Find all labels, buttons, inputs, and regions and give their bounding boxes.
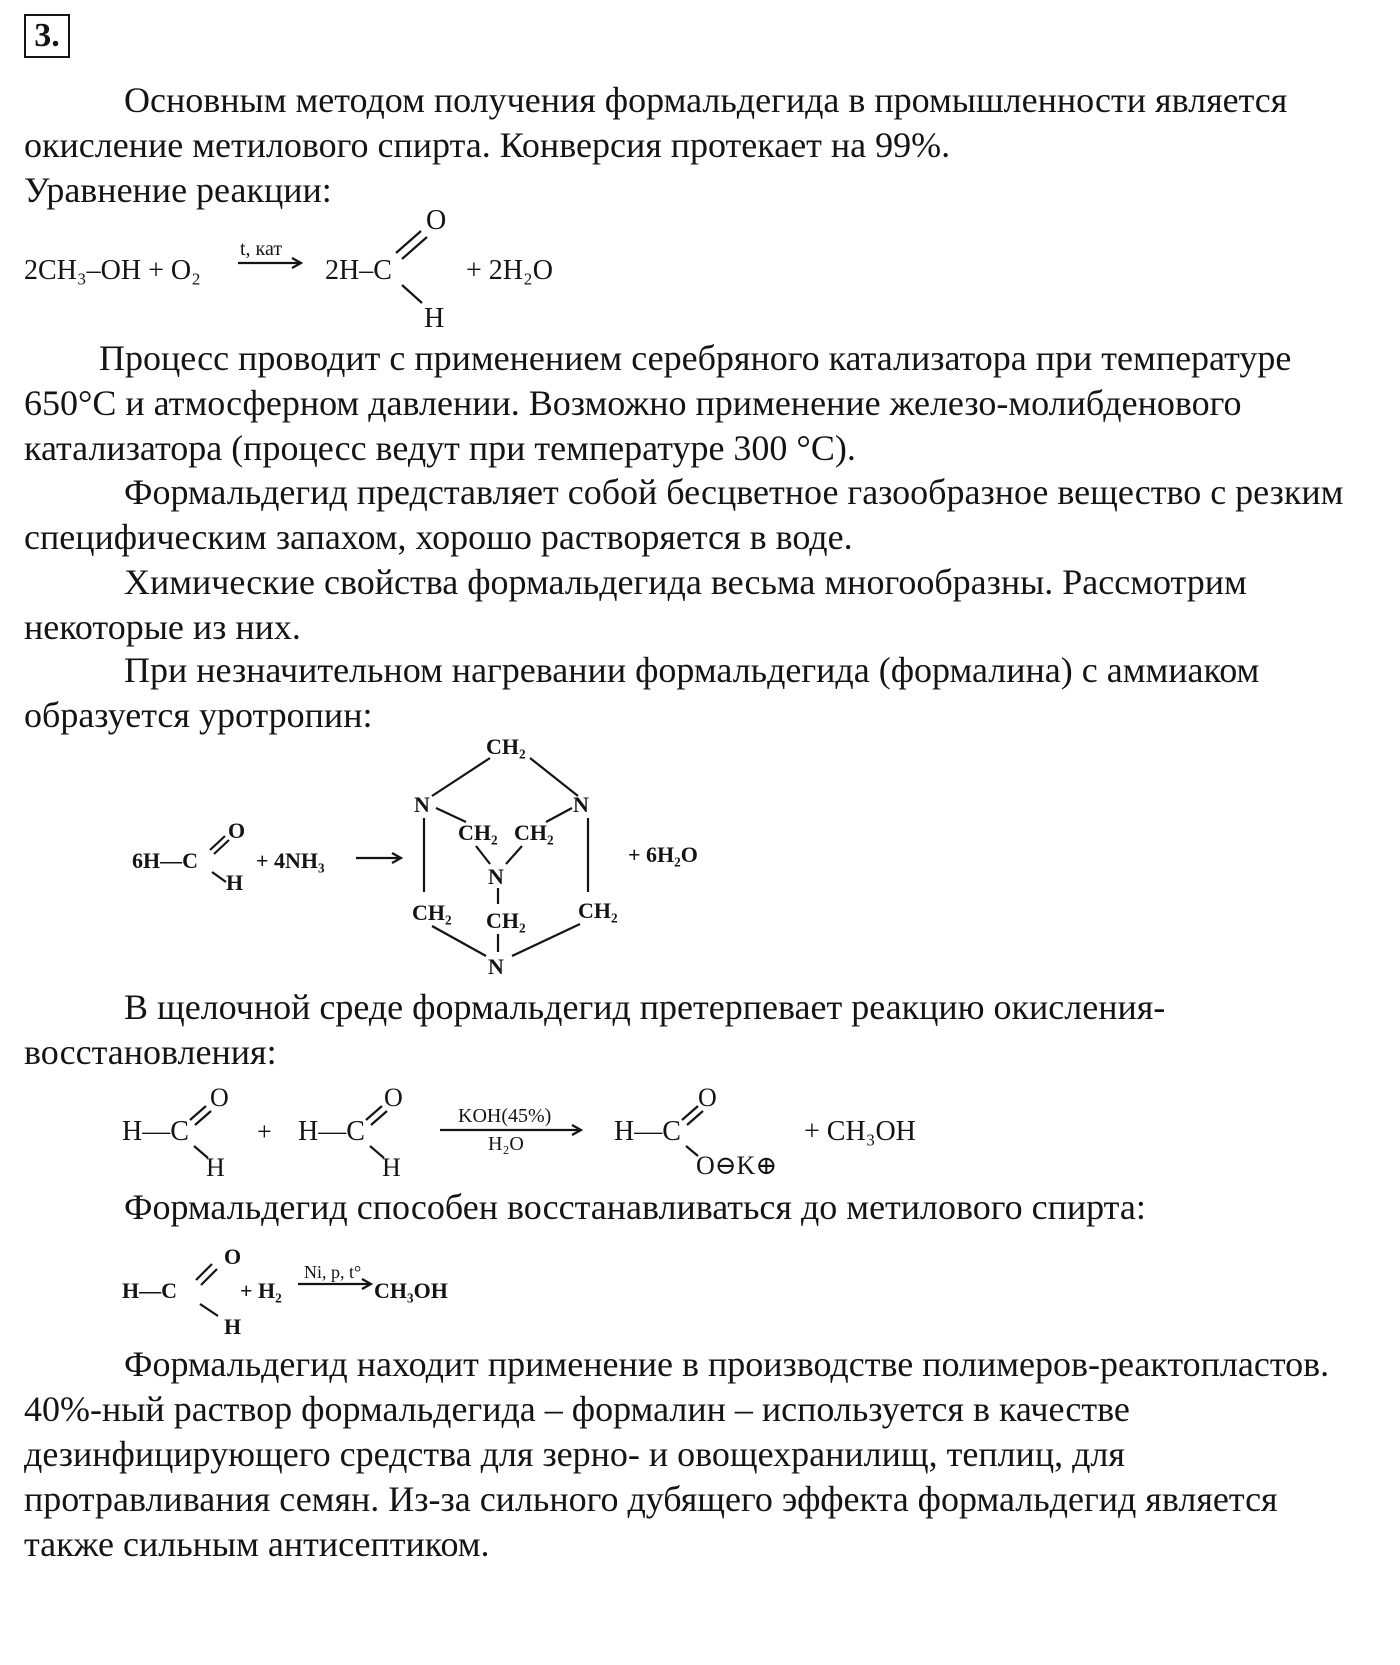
eq2-ch2-bottom-left: CH₂ xyxy=(412,900,452,925)
eq2-ch2-inner-right: CH₂ xyxy=(514,820,554,845)
eq3-hydrogen-2: H xyxy=(382,1153,401,1182)
eq3-oxygen-1: O xyxy=(210,1083,229,1112)
eq2-bond xyxy=(476,846,490,864)
eq3-oxygen-2: O xyxy=(384,1083,403,1112)
eq3-o-minus-k-plus: O⊖K⊕ xyxy=(696,1151,778,1180)
eq3-condition-top: KOH(45%) xyxy=(458,1105,552,1127)
eq1-hydrogen: H xyxy=(424,303,445,334)
eq2-n-left: N xyxy=(414,792,430,817)
eq3-methanol: + CH₃OH xyxy=(804,1116,916,1147)
eq1-double-bond-b xyxy=(402,237,427,259)
eq1-oxygen: O xyxy=(426,205,447,236)
paragraph-catalyst: Процесс проводит с применением серебряного катализатора при температуре 650°C и атмосферном давлении. Возможно применение железо-молибденового катализатора (процесс ведут при температуре 300 °C). xyxy=(24,338,1292,468)
equation-methanol-oxidation xyxy=(0,205,1400,335)
eq2-ch2-top: CH₂ xyxy=(486,734,526,759)
paragraph-redox: В щелочной среде формальдегид претерпевает реакцию окисления-восстановления: xyxy=(24,987,1166,1072)
eq4-hydrogen: H xyxy=(224,1314,242,1339)
eq1-condition: t, кат xyxy=(240,238,283,260)
eq2-oxygen: O xyxy=(228,818,246,843)
eq4-formaldehyde: H—C xyxy=(122,1278,177,1303)
paragraph-reduction: Формальдегид способен восстанавливаться до метилового спирта: xyxy=(124,1187,1146,1227)
eq3-formaldehyde-2: H—C xyxy=(298,1116,365,1147)
paragraph-intro: Основным методом получения формальдегида в промышленности является окисление метилового спирта. Конверсия протекает на 99%. xyxy=(24,80,1288,165)
eq2-bond xyxy=(432,926,486,956)
eq4-methanol: CH₃OH xyxy=(374,1278,448,1303)
eq2-bond xyxy=(506,846,522,864)
eq2-water: + 6H₂O xyxy=(628,842,698,867)
eq4-oxygen: O xyxy=(224,1244,242,1269)
eq2-hydrogen: H xyxy=(226,870,244,895)
problem-number: 3. xyxy=(24,14,70,58)
eq1-double-bond-a xyxy=(396,231,421,253)
eq4-hydrogen-gas: + H₂ xyxy=(240,1278,282,1303)
eq2-n-center: N xyxy=(488,864,504,889)
eq4-bond xyxy=(200,1304,218,1316)
eq2-formaldehyde: 6H—C xyxy=(132,848,198,873)
eq3-formaldehyde-1: H—C xyxy=(122,1116,189,1147)
equation-cannizzaro xyxy=(0,1080,1400,1180)
eq2-ch2-bottom-center: CH₂ xyxy=(486,908,526,933)
eq2-bond xyxy=(530,758,578,796)
paragraph-equation-label: Уравнение реакции: xyxy=(24,170,332,210)
eq1-formaldehyde: 2H–C xyxy=(325,255,392,286)
eq2-n-bottom: N xyxy=(488,954,504,979)
equation-urotropine xyxy=(0,730,1400,980)
paragraph-chemical-props: Химические свойства формальдегида весьма многообразны. Рассмотрим некоторые из них. xyxy=(24,562,1247,647)
paragraph-applications: Формальдегид находит применение в производстве полимеров-реактопластов. 40%-ный раствор формальдегида – формалин – используется в качестве дезинфицирующего средства для зерно- и овощехранилищ, теплиц, для протравливания семян. Из-за сильного дубящего эффекта формальдегид является также сильным антисептиком. xyxy=(24,1344,1330,1564)
eq2-double-bond-b xyxy=(214,840,229,854)
eq3-oxygen-3: O xyxy=(698,1083,717,1112)
eq2-single-bond xyxy=(212,872,226,882)
eq2-ch2-inner-left: CH₂ xyxy=(458,820,498,845)
eq4-condition: Ni, p, t° xyxy=(304,1262,362,1282)
eq3-hydrogen-1: H xyxy=(206,1153,225,1182)
paragraph-properties: Формальдегид представляет собой бесцветное газообразное вещество с резким специфическим запахом, хорошо растворяется в воде. xyxy=(24,472,1344,557)
equation-reduction xyxy=(0,1238,1400,1338)
eq3-formate: H—C xyxy=(614,1116,681,1147)
eq2-double-bond-a xyxy=(210,836,225,850)
eq2-ch2-bottom-right: CH₂ xyxy=(578,898,618,923)
eq1-water: + 2H₂O xyxy=(466,255,553,286)
eq2-n-right: N xyxy=(573,792,589,817)
eq1-reactants: 2CH₃–OH + O₂ xyxy=(24,255,201,286)
paragraph-urotropine: При незначительном нагревании формальдегида (формалина) с аммиаком образуется уротропин: xyxy=(24,650,1260,735)
eq2-bond xyxy=(432,758,490,796)
eq3-condition-bottom: H₂O xyxy=(488,1133,524,1155)
eq1-single-bond xyxy=(402,285,422,303)
eq3-plus: + xyxy=(257,1117,272,1146)
eq2-ammonia: + 4NH₃ xyxy=(256,848,325,873)
